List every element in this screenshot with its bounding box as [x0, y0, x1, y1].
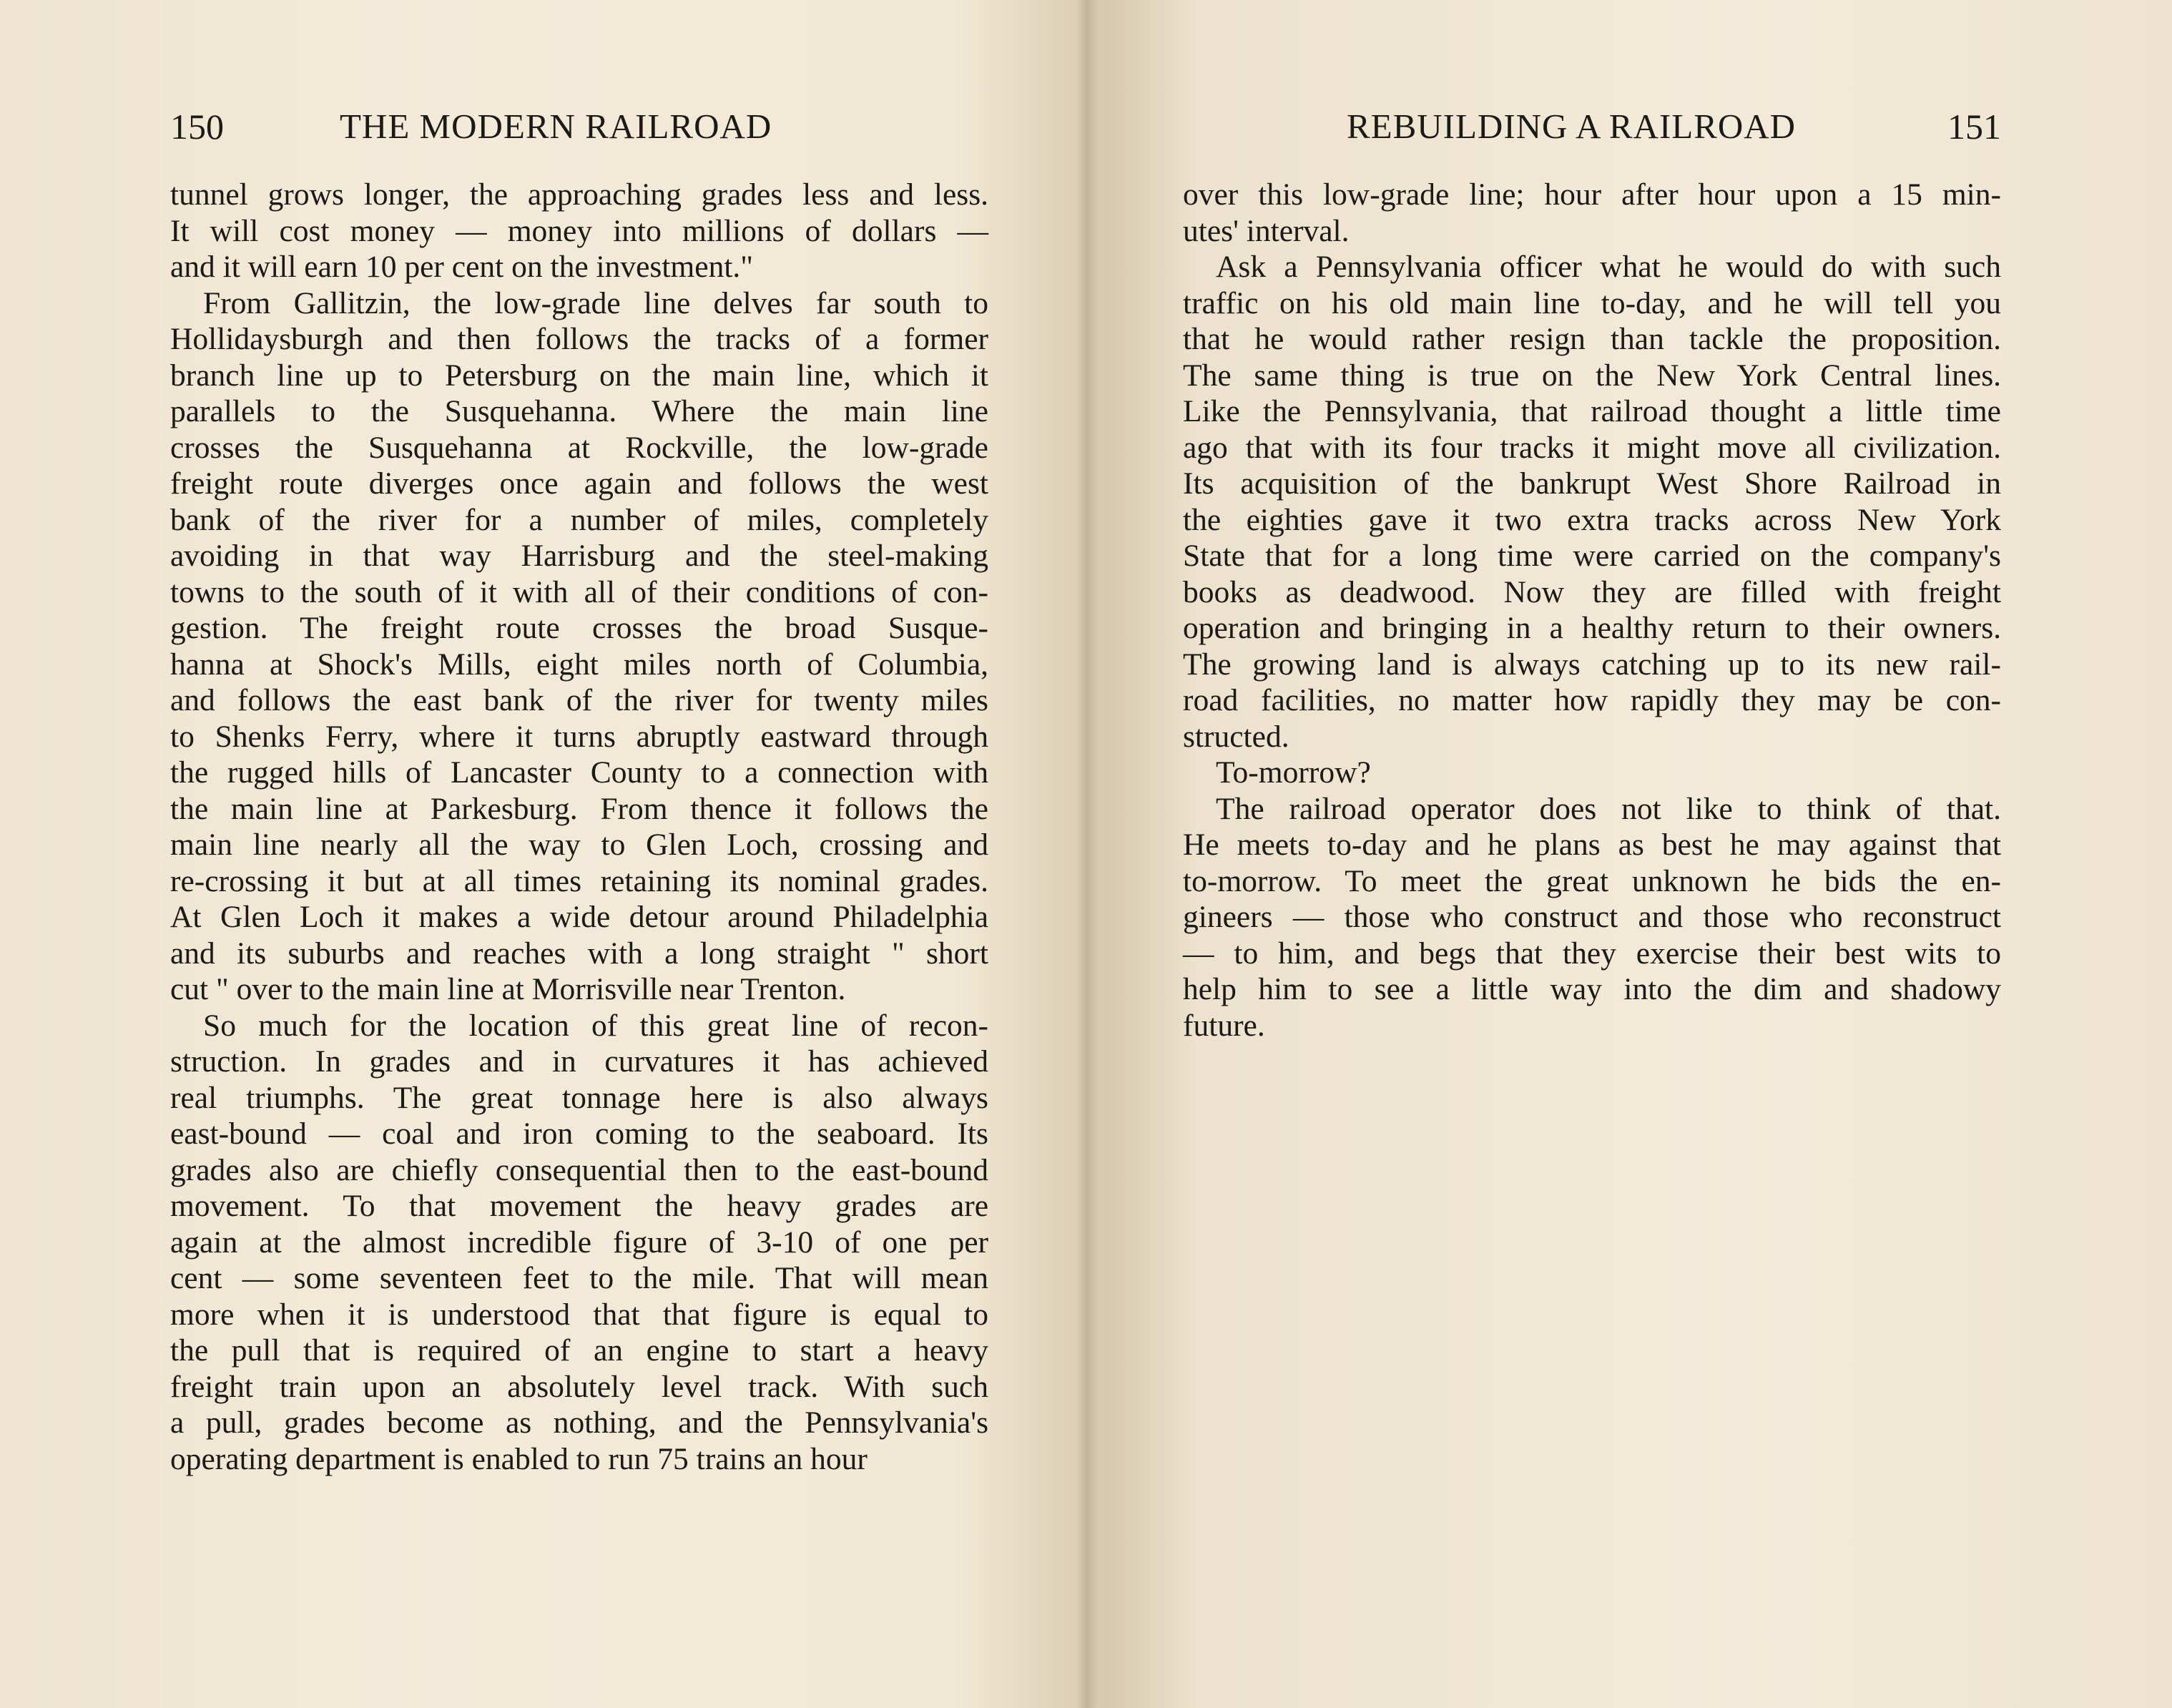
text-line: re-crossing it but at all times retaining its nominal grades.	[170, 863, 988, 898]
text-line: Its acquisition of the bankrupt West Shore Railroad in	[1183, 466, 2001, 501]
text-line: main line nearly all the way to Glen Loch, crossing and	[170, 828, 988, 862]
text-line: to-morrow. To meet the great unknown he bids the en-	[1183, 863, 2001, 898]
right-running-head: REBUILDING A RAILROAD	[1347, 107, 1797, 146]
text-line: Hollidaysburgh and then follows the tracks of a former	[170, 322, 988, 356]
text-line: east-bound — coal and iron coming to the seaboard. Its	[170, 1116, 988, 1151]
text-line: the eighties gave it two extra tracks across New York	[1183, 502, 2001, 537]
text-line: over this low-grade line; hour after hour upon a 15 min-	[1183, 177, 2001, 212]
text-line: freight route diverges once again and follows the west	[170, 466, 988, 501]
text-line: — to him, and begs that they exercise their best wits to	[1183, 936, 2001, 971]
left-page-number: 150	[170, 107, 224, 147]
text-line: ago that with its four tracks it might move all civilization.	[1183, 430, 2001, 465]
text-line: again at the almost incredible figure of 3-10 of one per	[170, 1224, 988, 1260]
text-line: movement. To that movement the heavy grades are	[170, 1189, 988, 1223]
text-line: Like the Pennsylvania, that railroad thought a little time	[1183, 394, 2001, 428]
text-line: and follows the east bank of the river for twenty miles	[170, 683, 988, 717]
text-line: He meets to-day and he plans as best he may against that	[1183, 828, 2001, 862]
text-line: a pull, grades become as nothing, and the Pennsylvania's	[170, 1405, 988, 1440]
text-line: utes' interval.	[1183, 213, 1350, 248]
text-line: to Shenks Ferry, where it turns abruptly eastward through	[170, 719, 988, 754]
text-line: freight train upon an absolutely level track. With such	[170, 1369, 988, 1404]
text-line: books as deadwood. Now they are filled with freight	[1183, 574, 2001, 609]
text-line: help him to see a little way into the dim and shadowy	[1183, 972, 2001, 1006]
text-line: parallels to the Susquehanna. Where the main line	[170, 394, 988, 428]
left-page-text	[170, 177, 988, 1477]
text-line: towns to the south of it with all of their conditions of con-	[170, 574, 988, 609]
text-line: road facilities, no matter how rapidly they may be con-	[1183, 683, 2001, 717]
left-running-head: THE MODERN RAILROAD	[340, 107, 772, 146]
text-line: To-morrow?	[1216, 755, 1371, 790]
text-line: State that for a long time were carried on the company's	[1183, 539, 2001, 573]
text-line: tunnel grows longer, the approaching grades less and less.	[170, 177, 988, 212]
text-line: structed.	[1183, 719, 1289, 754]
text-line: more when it is understood that that figure is equal to	[170, 1297, 988, 1332]
text-line: hanna at Shock's Mills, eight miles north of Columbia,	[170, 647, 988, 682]
text-line: cut " over to the main line at Morrisville near Trenton.	[170, 972, 846, 1006]
text-line: the pull that is required of an engine to start a heavy	[170, 1333, 988, 1368]
text-line: the main line at Parkesburg. From thence it follows the	[170, 791, 988, 826]
text-line: The same thing is true on the New York Central lines.	[1183, 358, 2001, 393]
text-line: traffic on his old main line to-day, and he will tell you	[1183, 285, 2001, 320]
text-line: It will cost money — money into millions of dollars —	[170, 213, 988, 248]
text-line: that he would rather resign than tackle the proposition.	[1183, 322, 2001, 356]
text-line: Ask a Pennsylvania officer what he would do with such	[1216, 250, 2001, 284]
text-line: and it will earn 10 per cent on the investment."	[170, 250, 754, 284]
text-line: crosses the Susquehanna at Rockville, the low-grade	[170, 430, 988, 465]
text-line: struction. In grades and in curvatures it has achieved	[170, 1044, 988, 1079]
text-line: So much for the location of this great line of recon-	[203, 1008, 988, 1043]
text-line: branch line up to Petersburg on the main line, which it	[170, 358, 988, 393]
text-line: bank of the river for a number of miles, completely	[170, 502, 988, 537]
text-line: The railroad operator does not like to think of that.	[1216, 791, 2001, 826]
text-line: The growing land is always catching up to its new rail-	[1183, 647, 2001, 682]
text-line: operation and bringing in a healthy return to their owners.	[1183, 611, 2001, 645]
text-line: From Gallitzin, the low-grade line delves far south to	[203, 285, 988, 320]
text-line: grades also are chiefly consequential then to the east-bound	[170, 1152, 988, 1187]
text-line: operating department is enabled to run 75 trains an hour	[170, 1441, 868, 1476]
right-page	[1086, 0, 2172, 1708]
text-line: cent — some seventeen feet to the mile. That will mean	[170, 1261, 988, 1295]
right-page-number: 151	[1947, 107, 2001, 147]
text-line: and its suburbs and reaches with a long straight " short	[170, 936, 988, 971]
text-line: At Glen Loch it makes a wide detour around Philadelphia	[170, 900, 988, 934]
text-line: future.	[1183, 1008, 1265, 1043]
text-line: gestion. The freight route crosses the broad Susque-	[170, 611, 988, 645]
text-line: gineers — those who construct and those who reconstruct	[1183, 900, 2001, 934]
right-page-text	[1183, 177, 2001, 1044]
text-line: the rugged hills of Lancaster County to a connection with	[170, 755, 988, 790]
text-line: avoiding in that way Harrisburg and the steel-making	[170, 539, 988, 573]
text-line: real triumphs. The great tonnage here is also always	[170, 1080, 988, 1115]
